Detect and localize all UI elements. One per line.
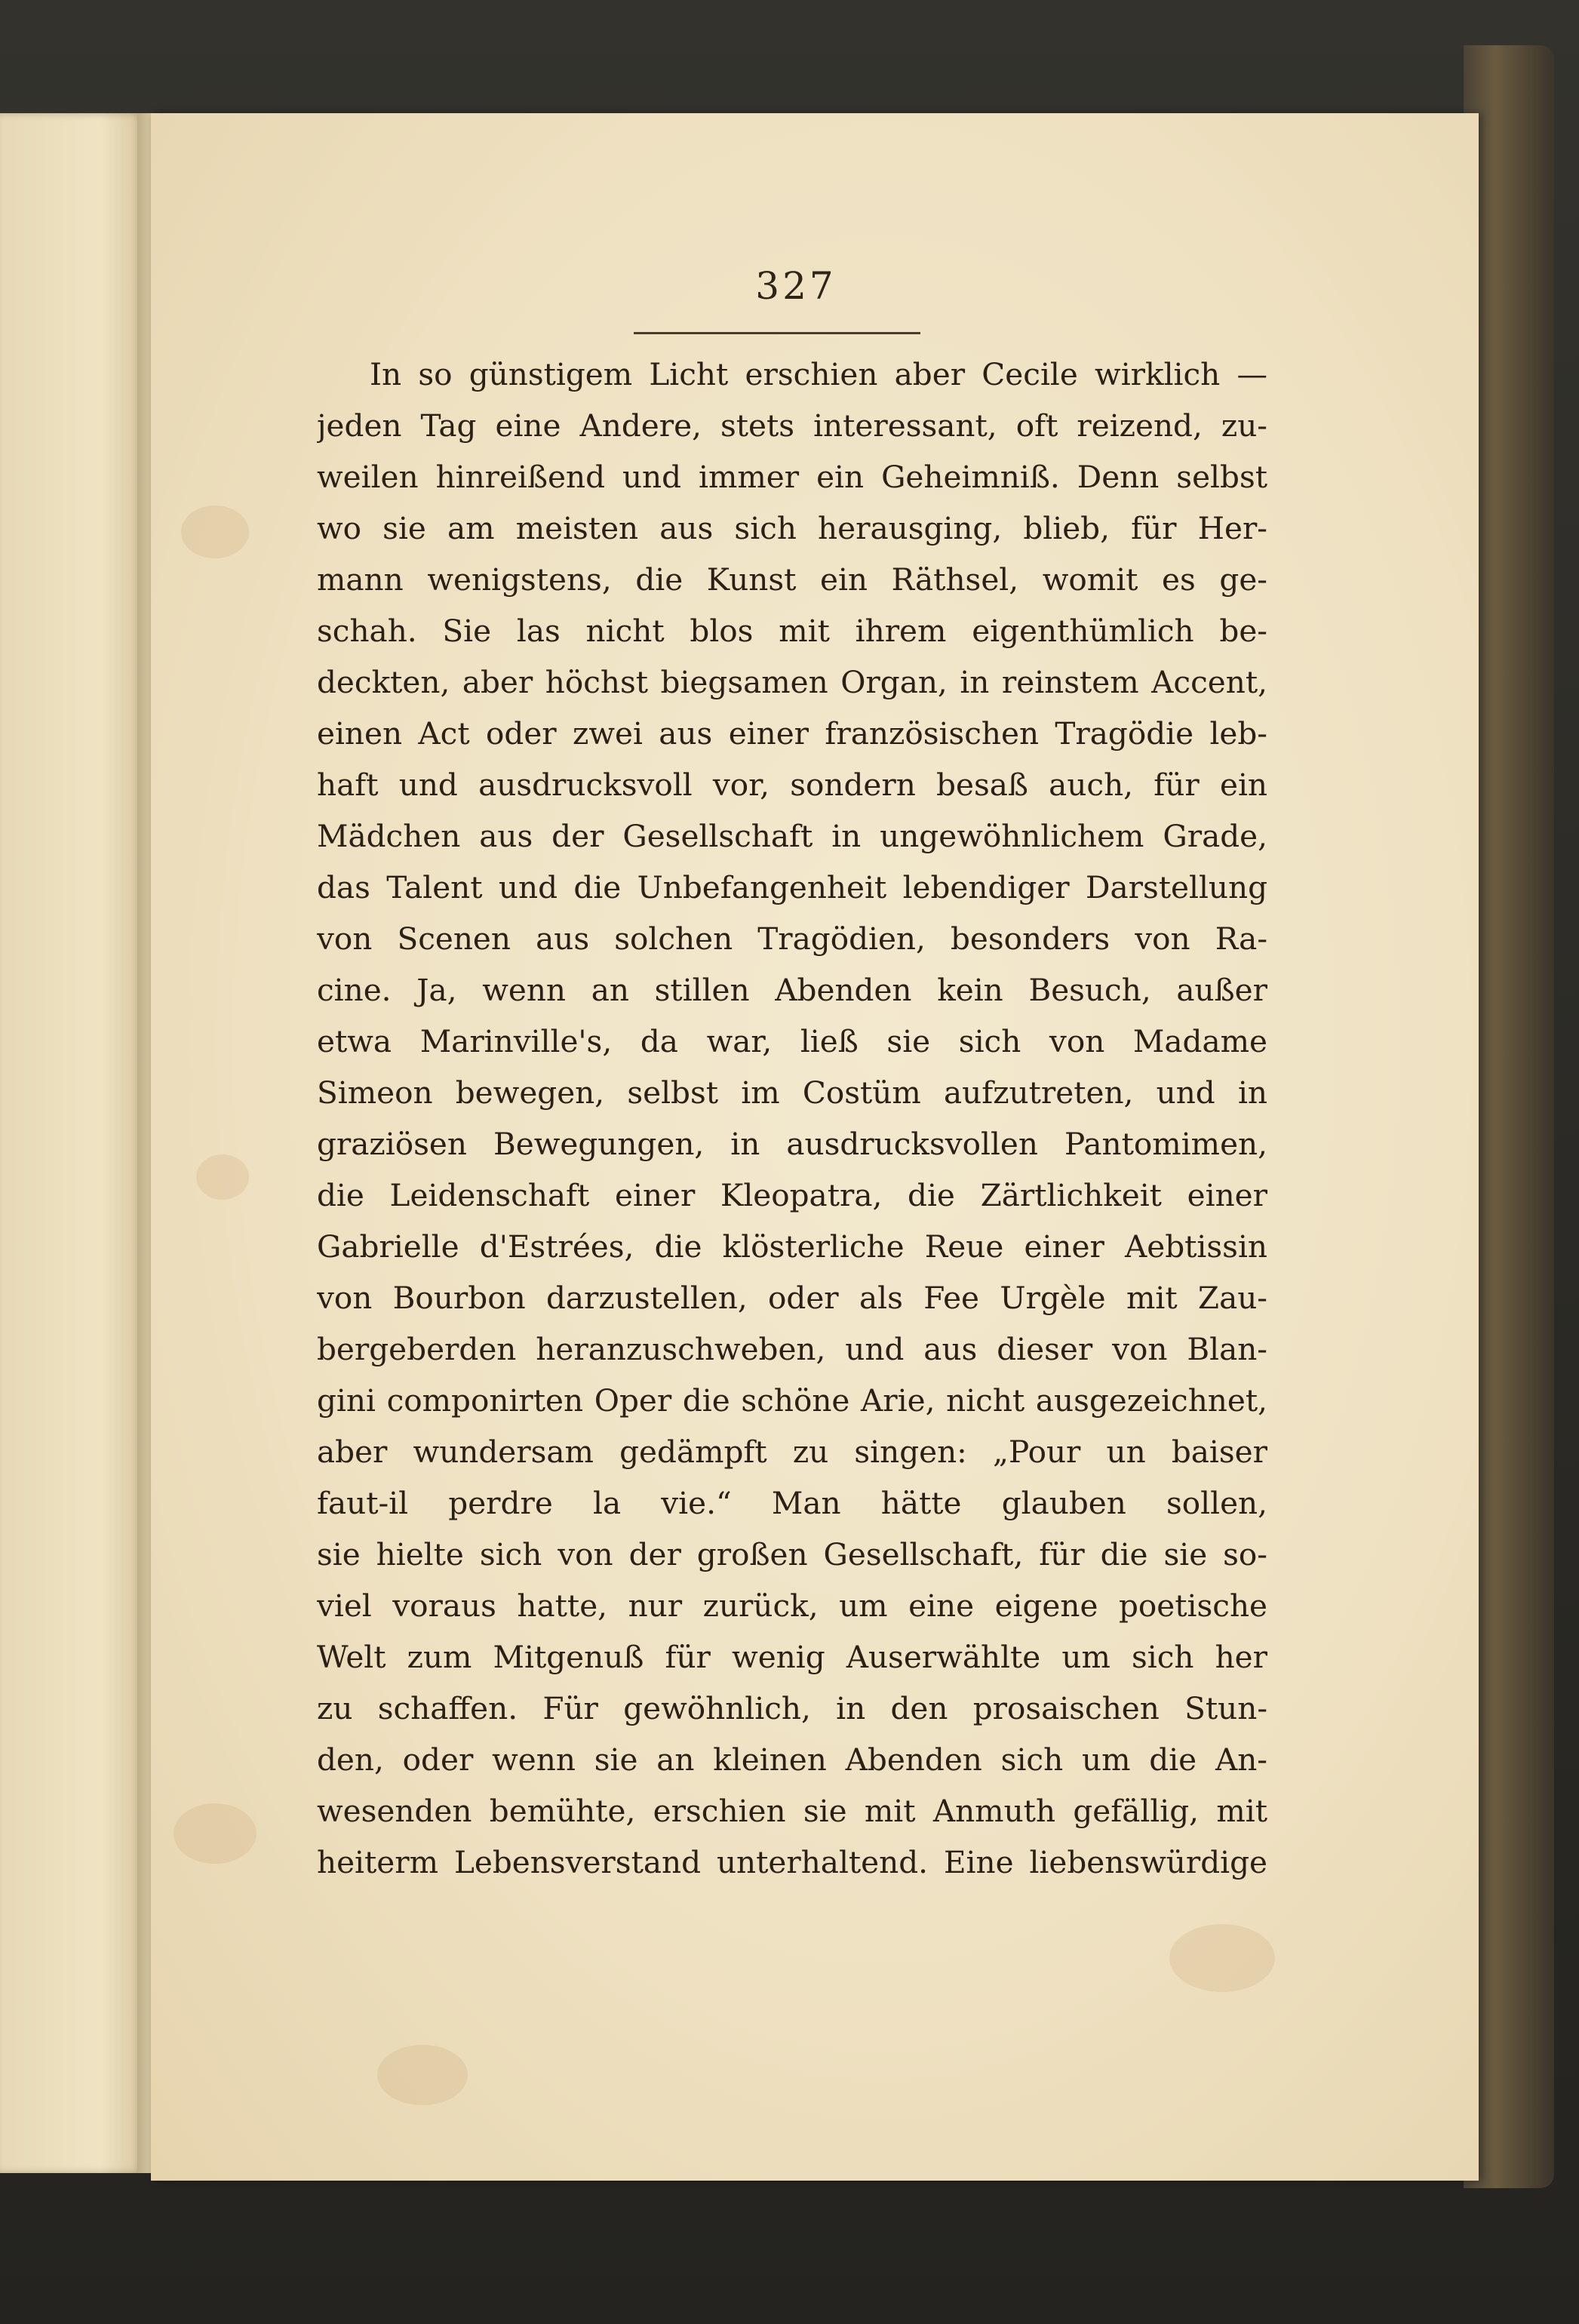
text-line: heiterm Lebensverstand unterhaltend. Eine liebenswürdige [317,1844,1267,1880]
text-line: Gabrielle d'Estrées, die klösterliche Reue einer Aebtissin [317,1228,1267,1265]
text-line: von Scenen aus solchen Tragödien, besonders von Ra- [317,921,1267,957]
text-line: In so günstigem Licht erschien aber Cecile wirklich — [370,356,1267,392]
text-line: Mädchen aus der Gesellschaft in ungewöhnlichem Grade, [317,818,1267,854]
text-line: zu schaffen. Für gewöhnlich, in den prosaischen Stun- [317,1690,1267,1726]
text-line: von Bourbon darzustellen, oder als Fee Urgèle mit Zau- [317,1280,1267,1316]
text-line: Simeon bewegen, selbst im Costüm aufzutreten, und in [317,1074,1267,1111]
page-stain [1169,1924,1275,1992]
text-line: bergeberden heranzuschweben, und aus dieser von Blan- [317,1331,1267,1367]
text-line: gini componirten Oper die schöne Arie, nicht ausgezeichnet, [317,1382,1267,1419]
header-rule [634,332,920,334]
text-line: graziösen Bewegungen, in ausdrucksvollen Pantomimen, [317,1126,1267,1162]
page-stain [196,1154,249,1200]
page-stain [377,2045,468,2105]
page-stain [174,1803,257,1864]
page-number: 327 [755,264,837,308]
text-line: das Talent und die Unbefangenheit lebendiger Darstellung [317,869,1267,905]
previous-page-edge [0,113,143,2173]
text-line: den, oder wenn sie an kleinen Abenden sich um die An- [317,1741,1267,1778]
text-line: faut-il perdre la vie.“ Man hätte glauben sollen, [317,1485,1267,1521]
text-line: aber wundersam gedämpft zu singen: „Pour un baiser [317,1434,1267,1470]
text-line: haft und ausdrucksvoll vor, sondern besaß auch, für ein [317,767,1267,803]
text-line: sie hielte sich von der großen Gesellschaft, für die sie so- [317,1536,1267,1572]
body-text [317,349,1267,1888]
text-line: mann wenigstens, die Kunst ein Räthsel, womit es ge- [317,561,1267,598]
text-line: schah. Sie las nicht blos mit ihrem eigenthümlich be- [317,613,1267,649]
text-line: wo sie am meisten aus sich herausging, blieb, für Her- [317,510,1267,546]
text-line: etwa Marinville's, da war, ließ sie sich von Madame [317,1023,1267,1059]
text-line: jeden Tag eine Andere, stets interessant, oft reizend, zu- [317,407,1267,444]
text-line: cine. Ja, wenn an stillen Abenden kein Besuch, außer [317,972,1267,1008]
text-line: weilen hinreißend und immer ein Geheimniß. Denn selbst [317,459,1267,495]
page-stain [181,506,249,558]
text-line: Welt zum Mitgenuß für wenig Auserwählte um sich her [317,1639,1267,1675]
book-page [151,113,1479,2181]
text-line: viel voraus hatte, nur zurück, um eine eigene poetische [317,1588,1267,1624]
text-line: wesenden bemühte, erschien sie mit Anmuth gefällig, mit [317,1793,1267,1829]
text-line: die Leidenschaft einer Kleopatra, die Zärtlichkeit einer [317,1177,1267,1213]
text-line: einen Act oder zwei aus einer französischen Tragödie leb- [317,715,1267,752]
text-line: deckten, aber höchst biegsamen Organ, in reinstem Accent, [317,664,1267,700]
